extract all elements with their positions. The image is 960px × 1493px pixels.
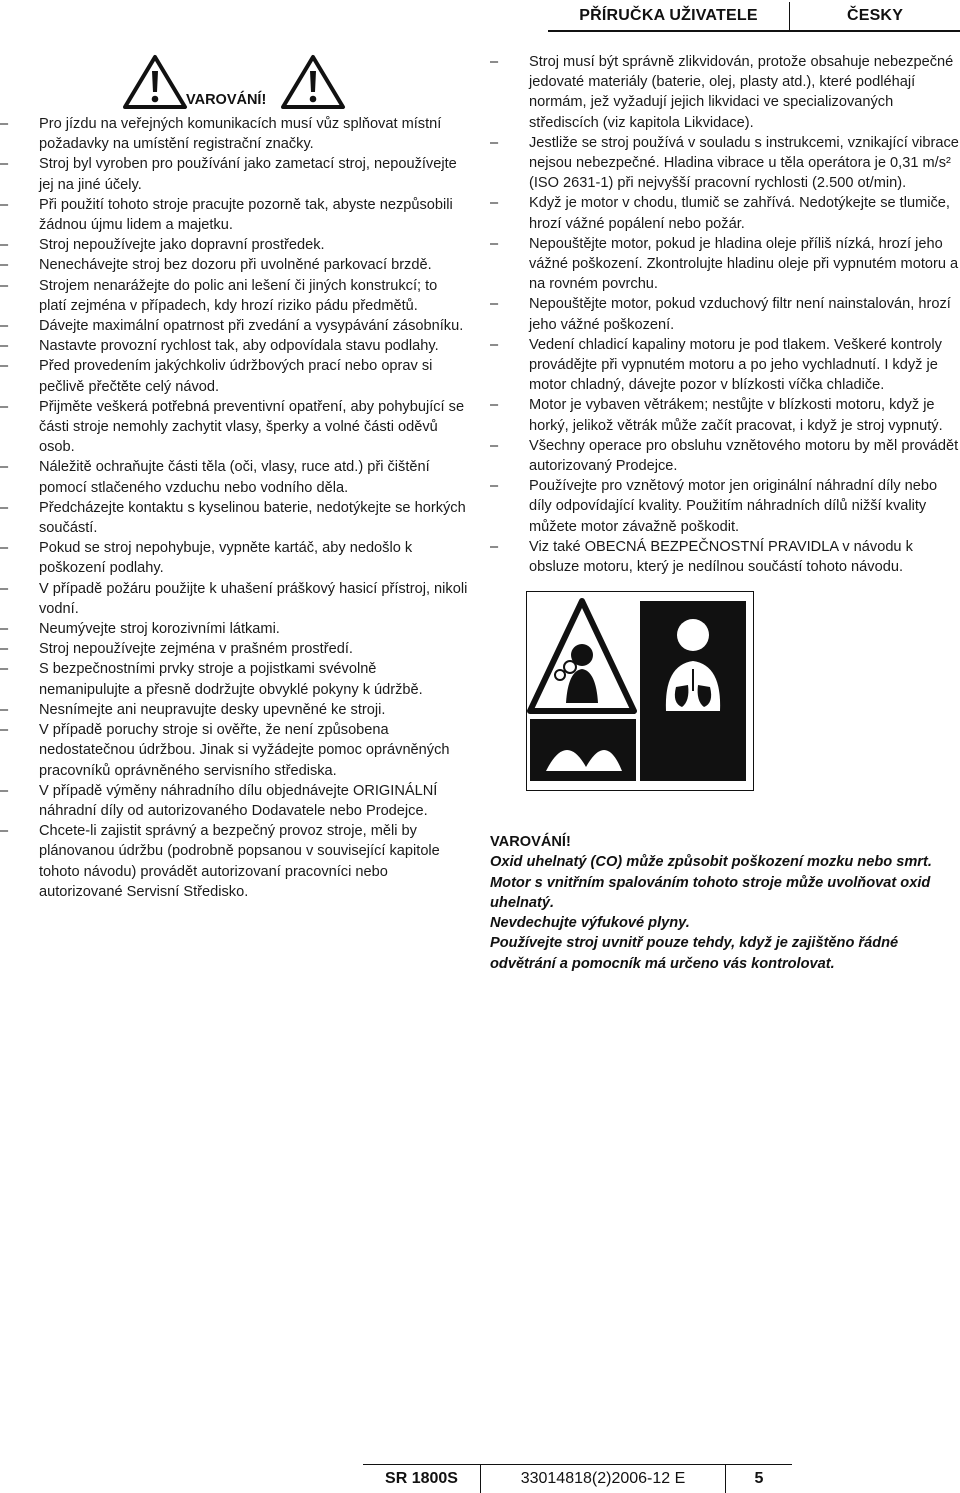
list-item-text: Když je motor v chodu, tlumič se zahřívá. Nedotýkejte se tlumiče, hrozí vážné popálení nebo požár. <box>529 195 950 232</box>
list-item <box>490 335 960 396</box>
list-item-text: S bezpečnostními prvky stroje a pojistkami svévolně nemanipulujte a přesně dodržujte obvyklé pokyny k údržbě. <box>39 661 423 698</box>
list-item <box>0 639 468 659</box>
manual-title: PŘÍRUČKA UŽIVATELE <box>548 2 790 32</box>
co-warning <box>490 832 960 974</box>
list-item <box>0 276 468 316</box>
list-item-text: V případě výměny náhradního dílu objednávejte ORIGINÁLNÍ náhradní díly od autorizovaného Dodavatele nebo Prodejce. <box>39 782 438 819</box>
dash-bullet: – <box>490 235 499 252</box>
dash-bullet: – <box>0 722 9 739</box>
dash-bullet: – <box>490 437 499 454</box>
list-item-text: Nesnímejte ani neupravujte desky upevněné ke stroji. <box>39 701 386 718</box>
dash-bullet: – <box>0 782 9 799</box>
list-item-text: Dávejte maximální opatrnost při zvedání a vysypávání zásobníku. <box>39 318 464 335</box>
list-item-text: Neumývejte stroj korozivními látkami. <box>39 621 280 638</box>
list-item <box>0 336 468 356</box>
list-item <box>0 700 468 720</box>
warning-label: VAROVÁNÍ! <box>186 92 267 108</box>
list-item <box>0 538 468 578</box>
list-item <box>490 436 960 476</box>
dash-bullet: – <box>490 195 499 212</box>
dash-bullet: – <box>0 398 9 415</box>
list-item <box>0 498 468 538</box>
co-warning-line: Nevdechujte výfukové plyny. <box>490 915 690 932</box>
list-item-text: Předcházejte kontaktu s kyselinou baterie, nedotýkejte se horkých součástí. <box>39 499 466 537</box>
list-item <box>0 781 468 821</box>
list-item-text: V případě požáru použijte k uhašení práškový hasicí přístroj, nikoli vodní. <box>39 580 468 617</box>
list-item <box>490 52 960 133</box>
list-item-text: Přijměte veškerá potřebná preventivní opatření, aby pohybující se části stroje nemohly zachytit vlasy, šperky a volné části oděvů osob. <box>39 398 465 456</box>
co-warning-line: Oxid uhelnatý (CO) může způsobit poškození mozku nebo smrt. <box>490 854 932 871</box>
dash-bullet: – <box>0 358 9 375</box>
list-item <box>490 395 960 435</box>
list-item <box>490 193 960 233</box>
list-item-text: Nepouštějte motor, pokud je hladina oleje příliš nízká, hrozí jeho vážné poškození. Zkontrolujte hladinu oleje při vypnutém motoru a na rovném povrchu. <box>529 235 959 293</box>
list-item-text: Nepouštějte motor, pokud vzduchový filtr není nainstalován, hrozí jeho vážné poškození. <box>529 296 951 333</box>
dash-bullet: – <box>0 580 9 597</box>
safety-list-right <box>490 52 960 577</box>
dash-bullet: – <box>0 823 9 840</box>
list-item <box>0 235 468 255</box>
co-warning-line: Používejte stroj uvnitř pouze tehdy, když je zajištěno řádné odvětrání a pomocník má určeno vás kontrolovat. <box>490 935 899 972</box>
dash-bullet: – <box>0 237 9 254</box>
list-item <box>0 255 468 275</box>
list-item <box>0 619 468 639</box>
language-label: ČESKY <box>790 2 960 32</box>
dash-bullet: – <box>0 661 9 678</box>
list-item-text: Nastavte provozní rychlost tak, aby odpovídala stavu podlahy. <box>39 338 439 355</box>
dash-bullet: – <box>0 338 9 355</box>
dash-bullet: – <box>0 641 9 658</box>
list-item-text: V případě poruchy stroje si ověřte, že není způsobena nedostatečnou údržbou. Jinak si vyžádejte pomoc oprávněných pracovníků oprávněného servisního střediska. <box>39 722 450 779</box>
list-item-text: Stroj byl vyroben pro používání jako zametací stroj, nepoužívejte jej na jiné účely. <box>39 156 457 193</box>
list-item-text: Pro jízdu na veřejných komunikacích musí vůz splňovat místní požadavky na umístění registrační značky. <box>39 116 442 153</box>
list-item-text: Náležitě ochraňujte části těla (oči, vlasy, ruce atd.) při čištění pomocí stlačeného vzduchu nebo vodního děla. <box>39 459 430 496</box>
list-item <box>0 457 468 497</box>
list-item <box>0 356 468 396</box>
list-item <box>490 294 960 334</box>
list-item <box>0 720 468 781</box>
dash-bullet: – <box>0 318 9 335</box>
dash-bullet: – <box>0 701 9 718</box>
dash-bullet: – <box>490 538 499 555</box>
page-footer <box>363 1464 792 1493</box>
list-item <box>0 579 468 619</box>
dash-bullet: – <box>490 296 499 313</box>
safety-list-left <box>0 114 468 902</box>
co-warning-title: VAROVÁNÍ! <box>490 834 571 851</box>
list-item-text: Před provedením jakýchkoliv údržbových prací nebo oprav si pečlivě přečtěte celý návod. <box>39 358 433 395</box>
dash-bullet: – <box>490 134 499 151</box>
list-item-text: Stroj nepoužívejte jako dopravní prostředek. <box>39 237 325 254</box>
right-column <box>490 52 960 974</box>
co-warning-line: Motor s vnitřním spalováním tohoto stroje může uvolňovat oxid uhelnatý. <box>490 874 931 911</box>
list-item <box>0 316 468 336</box>
list-item-text: Chcete-li zajistit správný a bezpečný provoz stroje, měli by plánovanou údržbu (podrobně popsanou v související kapitole tohoto návodu) provádět autorizovaní pracovníci nebo autorizované Servisní Středisko. <box>39 823 440 900</box>
list-item-text: Pokud se stroj nepohybuje, vypněte kartáč, aby nedošlo k poškození podlahy. <box>39 540 413 577</box>
warning-heading <box>0 48 468 114</box>
left-column <box>0 48 468 902</box>
list-item-text: Používejte pro vznětový motor jen originální náhradní díly nebo díly odpovídající kvality. Použitím náhradních dílů nižší kvality můžete motor závažně poškodit. <box>529 478 938 535</box>
dash-bullet: – <box>0 621 9 638</box>
list-item <box>0 114 468 154</box>
list-item-text: Motor je vybaven větrákem; nestůjte v blízkosti motoru, když je horký, jelikož větrák může začít pracovat, i když je stroj vypnutý. <box>529 397 943 434</box>
dash-bullet: – <box>490 397 499 414</box>
dash-bullet: – <box>0 116 9 132</box>
list-item <box>490 234 960 295</box>
list-item-text: Viz také OBECNÁ BEZPEČNOSTNÍ PRAVIDLA v návodu k obsluze motoru, který je nedílnou součástí tohoto návodu. <box>529 538 913 576</box>
dash-bullet: – <box>0 459 9 476</box>
list-item-text: Všechny operace pro obsluhu vznětového motoru by měl provádět autorizovaný Prodejce. <box>529 437 959 475</box>
list-item-text: Jestliže se stroj používá v souladu s instrukcemi, vznikající vibrace nejsou nebezpečné. Hladina vibrace u těla operátora je 0,31 m/s² (ISO 2631-1) při nejvyšší pracovní rychlosti (2.500 ot/min). <box>529 134 959 192</box>
co-hazard-pictogram <box>526 591 754 791</box>
list-item <box>0 821 468 902</box>
list-item-text: Vedení chladicí kapaliny motoru je pod tlakem. Veškeré kontroly provádějte při vypnutém motoru a po jeho vychladnutí. I když je motor chladný, dávejte pozor v blízkosti víčka chladiče. <box>529 336 942 394</box>
document-code: 33014818(2)2006-12 E <box>481 1465 726 1493</box>
list-item-text: Nenechávejte stroj bez dozoru při uvolněné parkovací brzdě. <box>39 257 432 274</box>
list-item <box>490 476 960 537</box>
dash-bullet: – <box>0 196 9 213</box>
warning-triangle-icon <box>280 54 346 110</box>
list-item <box>0 154 468 194</box>
list-item <box>0 659 468 699</box>
list-item <box>490 133 960 194</box>
dash-bullet: – <box>0 499 9 516</box>
warning-triangle-icon <box>122 54 188 110</box>
list-item-text: Strojem nenarážejte do polic ani lešení či jiných konstrukcí; to platí zejména v případech, kdy hrozí riziko pádu předmětů. <box>39 277 438 314</box>
list-item <box>0 195 468 235</box>
dash-bullet: – <box>490 478 499 495</box>
list-item-text: Při použití tohoto stroje pracujte pozorně tak, abyste nezpůsobili žádnou újmu lidem a majetku. <box>39 196 453 234</box>
dash-bullet: – <box>490 54 499 70</box>
dash-bullet: – <box>0 540 9 557</box>
list-item <box>0 397 468 458</box>
list-item-text: Stroj musí být správně zlikvidován, protože obsahuje nebezpečné jedovaté materiály (baterie, olej, plasty atd.), které podléhají normám, jež vyžadují jejich likvidaci ve specializovaných střediscích (viz kapitola Likvidace). <box>529 54 954 131</box>
dash-bullet: – <box>0 156 9 173</box>
dash-bullet: – <box>0 277 9 294</box>
page-number: 5 <box>754 1470 764 1487</box>
page-header <box>548 2 960 32</box>
dash-bullet: – <box>0 257 9 274</box>
dash-bullet: – <box>490 336 499 353</box>
list-item-text: Stroj nepoužívejte zejména v prašném prostředí. <box>39 641 353 658</box>
list-item <box>490 537 960 577</box>
model-name: SR 1800S <box>363 1465 481 1493</box>
